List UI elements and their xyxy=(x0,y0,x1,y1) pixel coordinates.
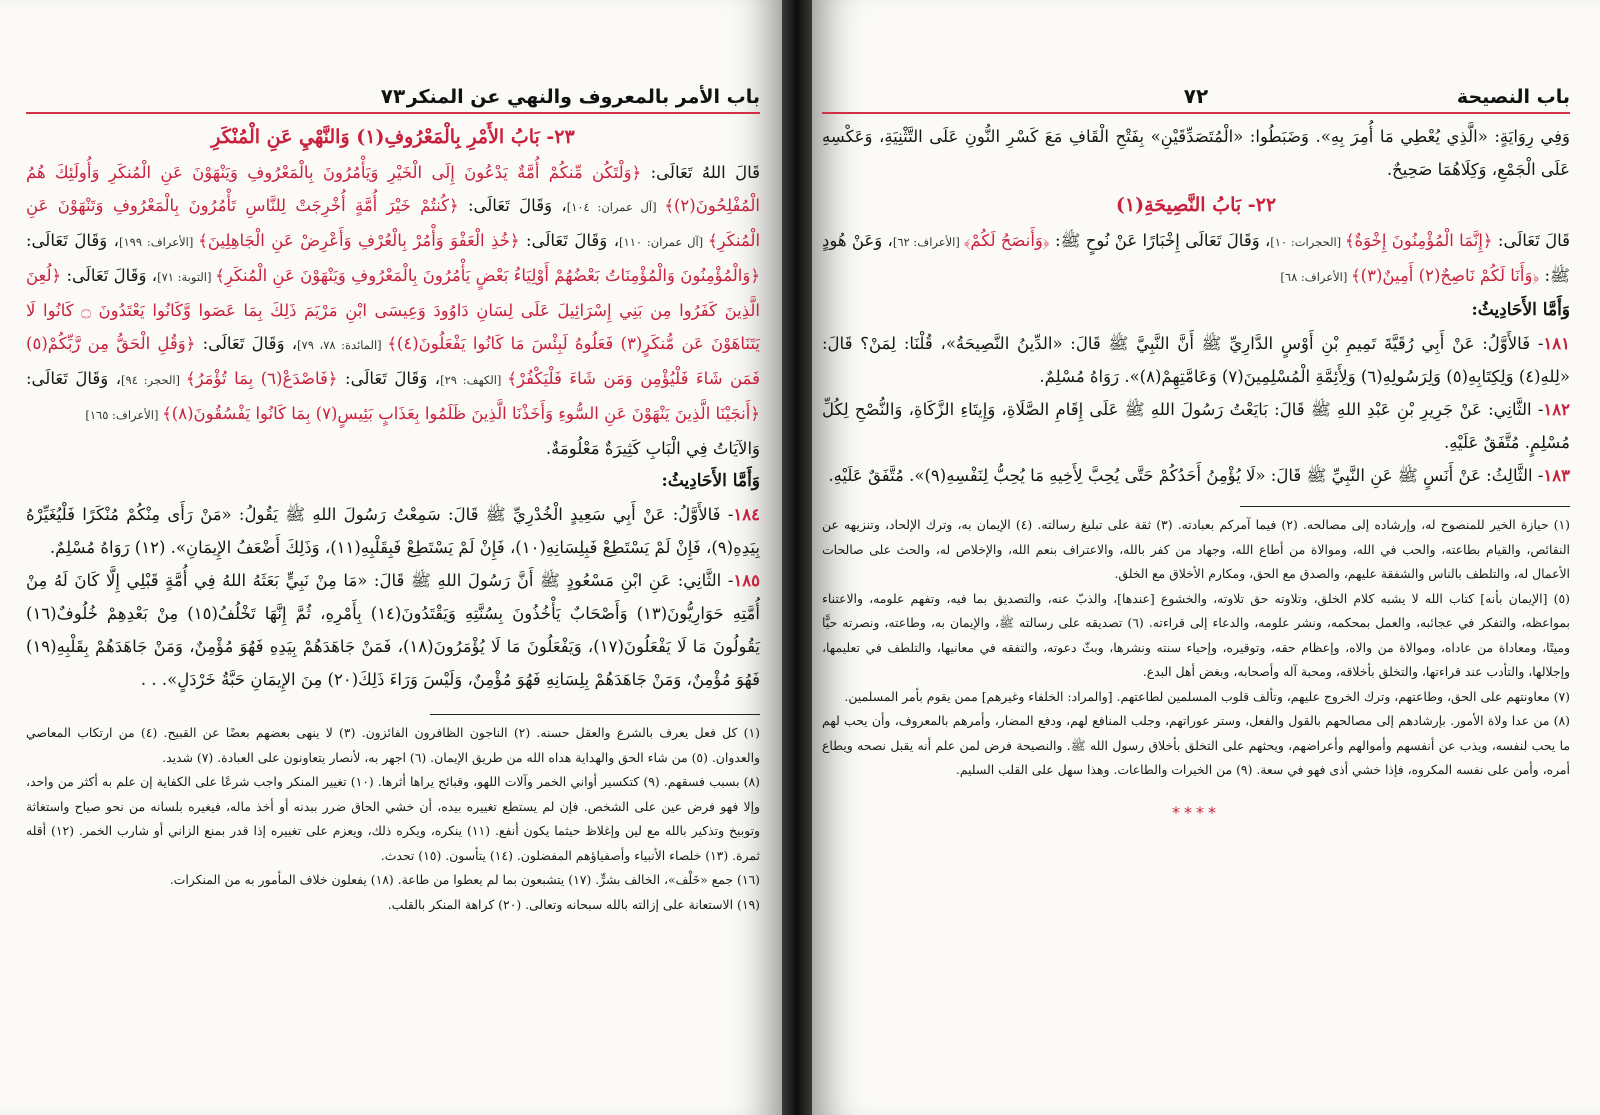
footnote-block: (٨) بسبب فسقهم. (٩) كتكسير أواني الخمر وآلات اللهو، وقبائح يراها أثرها. (١٠) تغيير المنكر واجب شرعًا على الكفاية إن علم به أكثر من واحد، وإلا فهو فرض عين على الشخص. فإن لم يستطع تغييره بيده، أن خشي الحاق ضرر ببدنه أو أخذ ماله، فيغيره بلسانه من نحو صياح واستغاثة وتوبيخ وتذكير بالله مع لين وإغلاظ حيثما يكون أنفع. (١١) ينكره، ويكره ذلك، ويعزم على تغييره إذا قدر بمنع الزاني أو شارب الخمر. (١٢) أقله ثمرة. (١٣) خلصاء الأنبياء وأصفياؤهم المفضلون. (١٤) يتأسون. (١٥) تحدث. xyxy=(26,774,760,863)
footnote-block: (١) حيازة الخير للمنصوح له، وإرشاده إلى مصالحه. (٢) فيما آمركم بعبادته. (٣) ثقة على تبليغ رسالته. (٤) الإيمان به، وترك الإلحاد، وتنزيهه عن النقائص، والقيام بطاعته، والحب في الله، وموالاة من أطاع الله، وجهاد من كفر بالله، والاعتراف بنعم الله، والإخلاص له، والحث على صالحات الأعمال له، والتلطف بالناس والشفقة عليهم، والصدق مع الحق، ومكارم الأخلاق مع الخلق. xyxy=(822,517,1571,581)
left-page xyxy=(0,0,782,1115)
chapter-title: ٢٢- بَابُ النَّصِيحَةِ(١) xyxy=(1115,194,1277,216)
footnote-block: (٨) من عدا ولاة الأمور. بإرشادهم إلى مصالحهم بالقول والفعل، وستر عوراتهم، وجلب المنافع لهم، ودفع المضار، وأمرهم بالمعروف، وأن يحب لهم ما يحب لنفسه، ويذب عن أنفسهم وأموالهم وأعراضهم، ويحثهم على التخلق بأخلاق رسول الله ﷺ. والنصيحة فرض لمن علم أنه يقبل نصحه ويطاع أمره، وأمن على نفسه المكروه، فإذا خشي أذى فهو في سعة. (٩) من الخيرات والطاعات. وهذا سهل على القلب السليم. xyxy=(822,713,1570,777)
note-line: وَالآيَاتُ فِي الْبَابِ كَثِيرَةٌ مَعْلُومَةٌ. xyxy=(545,439,760,458)
page-number: ٧٢ xyxy=(1183,84,1209,108)
right-page xyxy=(812,0,1600,1115)
left-footnotes xyxy=(26,721,760,917)
left-page-body xyxy=(26,120,760,696)
right-page-header xyxy=(822,78,1570,114)
footnote-rule xyxy=(1240,506,1570,507)
right-footnotes xyxy=(822,513,1570,783)
footnote-block: (١٦) جمع «خَلْف»، الخالف بشرٍّ. (١٧) يتشبعون بما لم يعطوا من طاعة. (١٨) يفعلون خلاف المأمور به من المنكرات. xyxy=(169,872,760,887)
intro-paragraph: وَفِي رِوَايَةٍ: «الَّذِي يُعْطِي مَا أُمِرَ بِهِ». وَضَبَطُوا: «الْمُتَصَدِّقَيْنِ» بِفَتْحِ الْقَافِ مَعَ كَسْرِ النُّونِ عَلَى التَّثْنِيَةِ، وَعَكْسِهِ عَلَى الْجَمْعِ، وَكِلَاهُمَا صَحِيحٌ. xyxy=(822,127,1570,179)
footnote-block: (١٩) الاستعانة على إزالته بالله سبحانه وتعالى. (٢٠) كراهة المنكر بالقلب. xyxy=(387,896,760,912)
footnote-block: (١) كل فعل يعرف بالشرع والعقل حسنه. (٢) الناجون الظافرون الفائزون. (٣) لا ينهى بعضهم بعضًا عن القبيح. (٤) من ارتكاب المعاصي والعدوان. (٥) من شاء الحق والهداية هداه الله من طريق الإيمان. (٦) اجهر به، لأنصار يتعاونون على العبادة. (٧) شديد. xyxy=(26,725,761,765)
running-title: باب الأمر بالمعروف والنهي عن المنكر xyxy=(406,86,760,108)
end-of-chapter-mark: **** xyxy=(1172,802,1220,822)
left-page-header xyxy=(26,78,760,114)
hadith-183: ١٨٣- الثَّالِثُ: عَنْ أَنَسٍ ﷺ عَنِ النَّبِيِّ ﷺ قَالَ: «لَا يُؤْمِنُ أَحَدُكُمْ حَتَّى يُحِبَّ لِأَخِيهِ مَا يُحِبُّ لِنَفْسِهِ(٩)». مُتَّفَقٌ عَلَيْهِ. xyxy=(828,466,1570,485)
quran-verses: قَالَ اللهُ تَعَالَى: ﴿وَلْتَكُن مِّنكُمْ أُمَّةٌ يَدْعُونَ إِلَى الْخَيْرِ وَيَأْمُرُونَ بِالْمَعْرُوفِ وَيَنْهَوْنَ عَنِ الْمُنكَرِ وَأُولَئِكَ هُمُ الْمُفْلِحُونَ(٢)﴾ [آل عمران: ١٠٤]، وَقَالَ تَعَالَى: ﴿كُنتُمْ خَيْرَ أُمَّةٍ أُخْرِجَتْ لِلنَّاسِ تَأْمُرُونَ بِالْمَعْرُوفِ وَتَنْهَوْنَ عَنِ الْمُنكَرِ﴾ [آل عمران: ١١٠]، وَقَالَ تَعَالَى: ﴿خُذِ الْعَفْوَ وَأْمُرْ بِالْعُرْفِ وَأَعْرِضْ عَنِ الْجَاهِلِينَ﴾ [الأعراف: ١٩٩]، وَقَالَ تَعَالَى: ﴿وَالْمُؤْمِنُونَ وَالْمُؤْمِنَاتُ بَعْضُهُمْ أَوْلِيَاءُ بَعْضٍ يَأْمُرُونَ بِالْمَعْرُوفِ وَيَنْهَوْنَ عَنِ الْمُنكَرِ﴾ [التوبة: ٧١]، وَقَالَ تَعَالَى: ﴿لُعِنَ الَّذِينَ كَفَرُوا مِن بَنِي إِسْرَائِيلَ عَلَى لِسَانِ دَاوُودَ وَعِيسَى ابْنِ مَرْيَمَ ذَلِكَ بِمَا عَصَوا وَّكَانُوا يَعْتَدُونَ ۝ كَانُوا لَا يَتَنَاهَوْنَ عَن مُّنكَرٍ(٣) فَعَلُوهُ لَبِئْسَ مَا كَانُوا يَفْعَلُونَ(٤)﴾ [المائدة: ٧٨، ٧٩]، وَقَالَ تَعَالَى: ﴿وَقُلِ الْحَقُّ مِن رَّبِّكُمْ(٥) فَمَن شَاءَ فَلْيُؤْمِن وَمَن شَاءَ فَلْيَكْفُرْ﴾ [الكهف: ٢٩]، وَقَالَ تَعَالَى: ﴿فَاصْدَعْ(٦) بِمَا تُؤْمَرُ﴾ [الحجر: ٩٤]، وَقَالَ تَعَالَى: ﴿أَنجَيْنَا الَّذِينَ يَنْهَوْنَ عَنِ السُّوءِ وَأَخَذْنَا الَّذِينَ ظَلَمُوا بِعَذَابٍ بَئِيسٍ(٧) بِمَا كَانُوا يَفْسُقُونَ(٨)﴾ [الأعراف: ١٦٥] xyxy=(26,163,761,423)
hadith-182: ١٨٢- الثَّانِي: عَنْ جَرِيرِ بْنِ عَبْدِ اللهِ ﷺ قَالَ: بَايَعْتُ رَسُولَ اللهِ ﷺ عَلَى إِقَامِ الصَّلَاةِ، وَإِيتَاءِ الزَّكَاةِ، وَالنُّصْحِ لِكُلِّ مُسْلِمٍ. مُتَّفَقٌ عَلَيْهِ. xyxy=(822,400,1570,452)
quran-verses: قَالَ تَعَالَى: ﴿إِنَّمَا الْمُؤْمِنُونَ إِخْوَةٌ﴾ [الحجرات: ١٠]، وَقَالَ تَعَالَى إِخْبَارًا عَنْ نُوحٍ ﷺ: ﴿وَأَنصَحُ لَكُمْ﴾ [الأعراف: ٦٢]، وَعَنْ هُودٍ ﷺ: ﴿وَأَنَا لَكُمْ نَاصِحٌ(٢) أَمِينٌ(٣)﴾ [الأعراف: ٦٨] xyxy=(822,231,1571,285)
hadith-185: ١٨٥- الثَّانِي: عَنِ ابْنِ مَسْعُودٍ ﷺ أَنَّ رَسُولَ اللهِ ﷺ قَالَ: «مَا مِنْ نَبِيٍّ بَعَثَهُ اللهُ فِي أُمَّةٍ قَبْلِي إِلَّا كَانَ لَهُ مِنْ أُمَّتِهِ حَوَارِيُّونَ(١٣) وَأَصْحَابٌ يَأْخُذُونَ بِسُنَّتِهِ وَيَقْتَدُونَ(١٤) بِأَمْرِهِ، ثُمَّ إِنَّهَا تَخْلُفُ(١٥) مِنْ بَعْدِهِمْ خُلُوفٌ(١٦) يَقُولُونَ مَا لَا يَفْعَلُونَ(١٧)، وَيَفْعَلُونَ مَا لَا يُؤْمَرُونَ(١٨)، فَمَنْ جَاهَدَهُمْ بِيَدِهِ فَهُوَ مُؤْمِنٌ، وَمَنْ جَاهَدَهُمْ بِقَلْبِهِ(١٩) فَهُوَ مُؤْمِنٌ، وَمَنْ جَاهَدَهُمْ بِلِسَانِهِ فَهُوَ مُؤْمِنٌ، وَلَيْسَ وَرَاءَ ذَلِكَ(٢٠) مِنَ الإِيمَانِ حَبَّةُ خَرْدَلٍ». . . xyxy=(26,571,761,689)
footnote-block: (٥) [الإيمان بأنه] كتاب الله لا يشبه كلام الخلق، وتلاوته حق تلاوته، والخشوع [عندها]، والذبّ عنه، والتصديق بما فيه، وتفهم علومه، والاعتناء بمواعظه، والتفكر في عجائبه، والعمل بمحكمه، ونشر علومه، والدعاء إلى قراءته. (٦) تصديقه على رسالته ﷺ، والإيمان به، وطاعته، ونصرته حيًّا وميتًا، ومعاداة من عاداه، وموالاة من والاه، وإعظام حقه، وتوقيره، وإحياء سنته ونشرها، وبثّ دعوته، والتفقه في معانيها، والتلطف في تعليمها، وإجلالها، والتأدب عند قراءتها، والتخلق بأخلاقه، ومحبة آله وأصحابه، وبغض أهل البدع. xyxy=(822,590,1570,679)
page-number: ٧٣ xyxy=(380,84,406,108)
hadith-184: ١٨٤- فَالأَوَّلُ: عَنْ أَبِي سَعِيدٍ الْخُدْرِيِّ ﷺ قَالَ: سَمِعْتُ رَسُولَ اللهِ ﷺ يَقُولُ: «مَنْ رَأَى مِنْكُمْ مُنْكَرًا فَلْيُغَيِّرْهُ بِيَدِهِ(٩)، فَإِنْ لَمْ يَسْتَطِعْ فَبِلِسَانِهِ(١٠)، فَإِنْ لَمْ يَسْتَطِعْ فَبِقَلْبِهِ(١١)، وَذَلِكَ أَضْعَفُ الإِيمَانِ». (١٢) رَوَاهُ مُسْلِمٌ. xyxy=(26,505,760,557)
running-title: باب النصيحة xyxy=(1456,86,1570,108)
footnote-block: (٧) معاونتهم على الحق، وطاعتهم، وترك الخروج عليهم، وتألف قلوب المسلمين لطاعتهم. [والمراد: الخلفاء وغيرهم] ممن يقوم بأمر المسلمين. xyxy=(844,688,1570,704)
footnote-rule xyxy=(430,714,760,715)
book-gutter xyxy=(782,0,812,1115)
right-page-body xyxy=(822,120,1570,492)
hadith-181: ١٨١- فَالأَوَّلُ: عَنْ أَبِي رُقَيَّةَ تَمِيمِ بْنِ أَوْسٍ الدَّارِيِّ ﷺ أَنَّ النَّبِيَّ ﷺ قَالَ: «الدِّينُ النَّصِيحَةُ»، قُلْنَا: لِمَنْ؟ قَالَ: «لِلهِ(٤) وَلِكِتَابِهِ(٥) وَلِرَسُولِهِ(٦) وَلِأَئِمَّةِ الْمُسْلِمِينَ(٧) وَعَامَّتِهِمْ(٨)». رَوَاهُ مُسْلِمٌ. xyxy=(822,334,1570,386)
ahadith-heading: وَأَمَّا الأَحَادِيثُ: xyxy=(661,471,760,491)
chapter-title: ٢٣- بَابُ الأَمْرِ بِالْمَعْرُوفِ(١) وَالنَّهْيِ عَنِ الْمُنْكَرِ xyxy=(211,126,575,148)
ahadith-heading: وَأَمَّا الأَحَادِيثُ: xyxy=(1471,300,1570,320)
